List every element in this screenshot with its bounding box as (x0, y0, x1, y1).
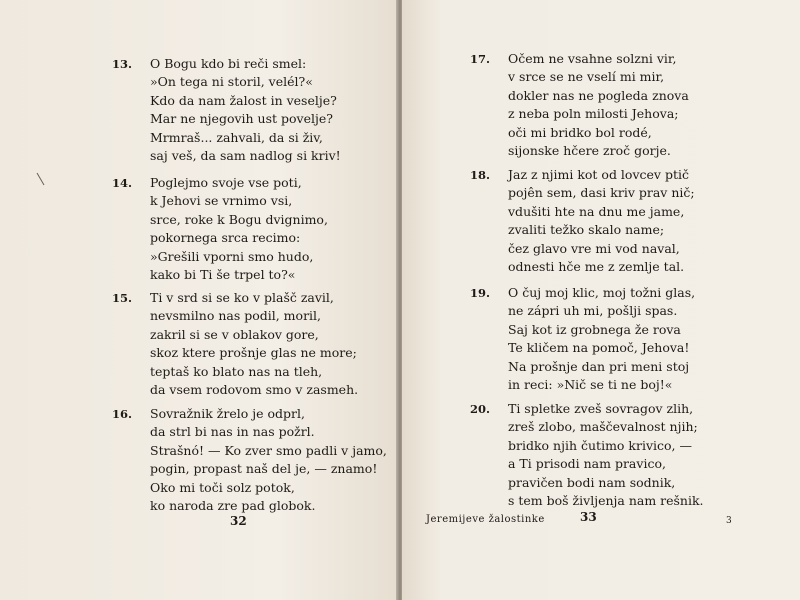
verse-line: pojên sem, dasi kriv prav nič; (508, 185, 695, 201)
verse-line: k Jehovi se vrnimo vsi, (150, 193, 293, 209)
verse-line: nevsmilno nas podil, moril, (150, 308, 322, 324)
stanza-number: 13. (112, 57, 133, 71)
stanza-lines (508, 400, 704, 510)
verse-line: skoz ktere prošnje glas ne more; (150, 345, 357, 361)
verse-line: a Ti prisodi nam pravico, (508, 456, 666, 472)
signature-mark: 3 (726, 516, 732, 526)
verse-line: dokler nas ne pogleda znova (508, 87, 689, 103)
verse-line: oči mi bridko bol rodé, (508, 124, 652, 140)
verse-line: Na prošnje dan pri meni stoj (508, 358, 690, 374)
verse-line: s tem boš življenja nam rešnik. (508, 493, 704, 509)
verse-line: O čuj moj klic, moj tožni glas, (508, 285, 696, 300)
verse-line: O Bogu kdo bi reči smel: (150, 56, 307, 71)
stanza-lines (150, 174, 328, 284)
verse-line: Sovražnik žrelo je odprl, (150, 406, 305, 421)
stanza-lines (150, 289, 358, 399)
left-page (0, 0, 398, 600)
verse-line: ko naroda zre pad globok. (150, 498, 316, 514)
verse-line: in reci: »Nič se ti ne boj!« (508, 377, 673, 393)
verse-line: pravičen bodi nam sodnik, (508, 474, 676, 490)
verse-line: Strašnó! — Ko zver smo padli v jamo, (150, 442, 387, 458)
verse-line: z neba poln milosti Jehova; (508, 106, 679, 122)
verse-line: Poglejmo svoje vse poti, (150, 175, 302, 190)
verse-line: bridko njih čutimo krivico, — (508, 437, 693, 453)
stanza-lines (150, 55, 341, 165)
stanza-number: 18. (470, 168, 491, 182)
verse-line: saj veš, da sam nadlog si kriv! (150, 148, 341, 164)
verse-line: čez glavo vre mi vod naval, (508, 240, 680, 256)
verse-line: Saj kot iz grobnega že rova (508, 321, 681, 337)
stanza-number: 19. (470, 286, 491, 300)
verse-line: srce, roke k Bogu dvignimo, (150, 211, 328, 227)
verse-line: pogin, propast naš del je, — znamo! (150, 461, 378, 477)
verse-line: da vsem rodovom smo v zasmeh. (150, 382, 359, 398)
page-number: 33 (580, 510, 597, 524)
verse-line: ne zápri uh mi, pošlji spas. (508, 303, 678, 319)
verse-line: zakril si se v oblakov gore, (150, 326, 319, 342)
page-number: 32 (230, 514, 247, 528)
verse-line: »Grešili vporni smo hudo, (150, 248, 314, 264)
verse-line: pokornega srca recimo: (150, 230, 301, 246)
verse-line: »On tega ni storil, velél?« (150, 74, 313, 90)
stanza-lines (508, 50, 689, 160)
verse-line: Mrmraš... zahvali, da si živ, (150, 129, 323, 145)
verse-line: sijonske hčere zroč gorje. (508, 143, 671, 159)
verse-line: Ti spletke zveš sovragov zlih, (508, 401, 694, 416)
stray-pen-mark (37, 173, 45, 186)
verse-line: zvaliti težko skalo name; (508, 222, 665, 238)
verse-line: Jaz z njimi kot od lovcev ptič (508, 167, 689, 182)
stanza-number: 20. (470, 402, 491, 416)
stanza-number: 15. (112, 291, 133, 305)
verse-line: Očem ne vsahne solzni vir, (508, 51, 677, 66)
verse-line: da strl bi nas in nas požrl. (150, 424, 315, 440)
verse-line: vdušiti hte na dnu me jame, (508, 203, 685, 219)
stanza-lines (508, 166, 695, 276)
verse-line: Kdo da nam žalost in veselje? (150, 92, 337, 108)
verse-line: Ti v srd si se ko v plašč zavil, (150, 290, 334, 305)
verse-line: kako bi Ti še trpel to?« (150, 267, 296, 283)
verse-line: teptaš ko blato nas na tleh, (150, 363, 323, 379)
right-page (402, 0, 800, 600)
running-title: Jeremijeve žalostinke (426, 514, 545, 525)
verse-line: Te kličem na pomoč, Jehova! (508, 340, 690, 356)
verse-line: v srce se ne vselí mi mir, (508, 69, 665, 85)
stanza-number: 17. (470, 52, 491, 66)
verse-line: Oko mi toči solz potok, (150, 479, 295, 495)
stanza-lines (508, 284, 695, 394)
stanza-number: 16. (112, 407, 133, 421)
stanza-lines (150, 405, 387, 515)
verse-line: Mar ne njegovih ust povelje? (150, 111, 333, 127)
stanza-number: 14. (112, 176, 133, 190)
verse-line: odnesti hče me z zemlje tal. (508, 259, 685, 275)
verse-line: zreš zlobo, maščevalnost njih; (508, 419, 698, 435)
